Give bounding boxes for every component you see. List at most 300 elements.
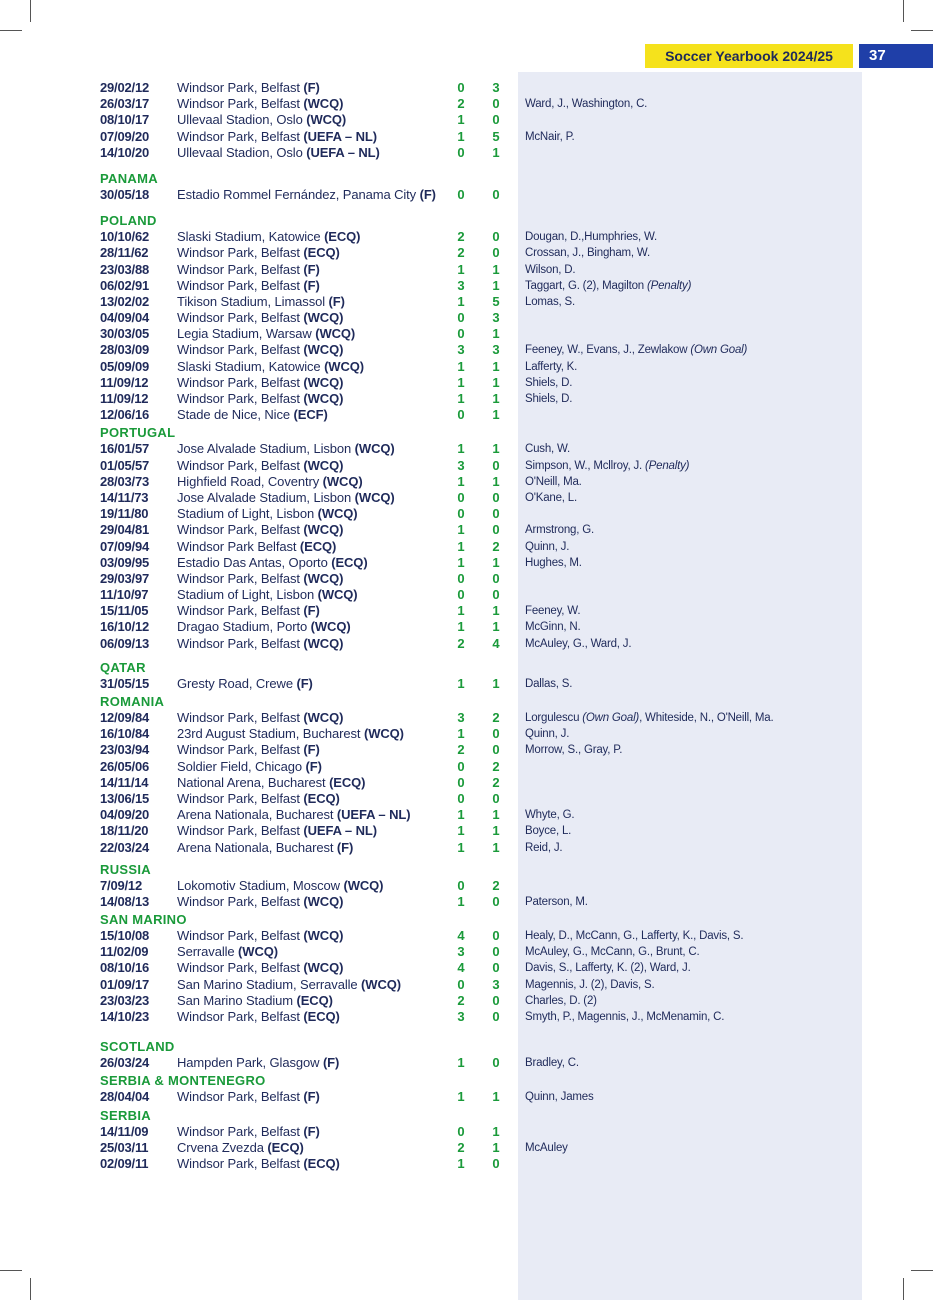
competition-code: (WCQ) <box>343 877 384 893</box>
venue-name: Windsor Park, Belfast <box>177 790 300 806</box>
score-away: 0 <box>492 186 500 202</box>
result-row <box>100 187 840 203</box>
result-row <box>100 294 840 310</box>
goal-scorers <box>525 129 575 145</box>
competition-code: (WCQ) <box>354 441 395 457</box>
match-date: 16/10/12 <box>100 619 150 635</box>
competition-code: (ECQ) <box>267 1139 304 1155</box>
goal-scorers <box>525 342 747 358</box>
scorer-names: Hughes, M. <box>525 556 582 569</box>
result-row <box>100 619 840 635</box>
competition-code: (ECQ) <box>329 774 366 790</box>
match-date: 13/06/15 <box>100 790 150 806</box>
score-away: 0 <box>492 726 500 742</box>
match-venue <box>177 522 467 538</box>
competition-code: (WCQ) <box>317 506 358 522</box>
competition-code: (WCQ) <box>303 391 344 406</box>
score-home: 0 <box>457 186 465 202</box>
competition-code: (WCQ) <box>306 112 347 128</box>
scorer-names: Cush, W. <box>525 443 571 456</box>
goal-scorers <box>525 441 570 457</box>
goal-scorers <box>525 375 572 391</box>
venue-name: Windsor Park, Belfast <box>177 710 300 725</box>
score-away: 1 <box>492 441 500 457</box>
competition-code: (F) <box>303 277 320 293</box>
score-home: 0 <box>457 790 465 806</box>
match-venue <box>177 993 467 1009</box>
match-venue <box>177 1140 467 1156</box>
match-date: 26/05/06 <box>100 758 150 774</box>
match-date: 11/02/09 <box>100 944 149 960</box>
venue-name: Windsor Park, Belfast <box>177 893 300 909</box>
score-away: 0 <box>492 245 500 261</box>
match-venue <box>177 1089 467 1105</box>
score-away: 1 <box>492 261 500 277</box>
match-date: 15/10/08 <box>100 928 150 944</box>
scorer-names: McAuley <box>525 1141 568 1154</box>
venue-name: Highfield Road, Coventry <box>177 473 320 489</box>
match-venue <box>177 490 467 506</box>
venue-name: Stadium of Light, Lisbon <box>177 506 315 522</box>
match-date: 28/04/04 <box>100 1089 150 1105</box>
section-spacer <box>100 652 840 660</box>
scorer-names: Shiels, D. <box>525 393 573 405</box>
competition-code: (F) <box>303 261 320 277</box>
competition-code: (WCQ) <box>317 587 358 603</box>
result-row <box>100 944 840 960</box>
venue-name: Windsor Park, Belfast <box>177 245 300 261</box>
scorer-names: Lafferty, K. <box>525 360 578 373</box>
scorer-names: Dallas, S. <box>525 677 573 690</box>
score-away: 3 <box>492 80 500 95</box>
country-section <box>100 912 840 1025</box>
goal-scorers <box>525 474 582 490</box>
goal-scorers <box>525 619 581 635</box>
score-away: 1 <box>492 554 500 570</box>
venue-name: Slaski Stadium, Katowice <box>177 358 321 374</box>
score-home: 0 <box>457 310 465 326</box>
result-row <box>100 1124 840 1140</box>
score-away: 3 <box>492 310 500 326</box>
country-section <box>100 1073 840 1105</box>
section-spacer <box>100 203 840 213</box>
result-row <box>100 490 840 506</box>
score-away: 1 <box>492 619 500 635</box>
crop-mark <box>911 1270 933 1271</box>
score-home: 1 <box>457 391 465 406</box>
score-away: 0 <box>492 790 500 806</box>
scorer-names: Magennis, J. (2), Davis, S. <box>525 978 655 991</box>
country-section <box>100 694 840 856</box>
match-venue <box>177 977 467 993</box>
match-venue <box>177 262 467 278</box>
venue-name: San Marino Stadium <box>177 992 293 1008</box>
score-home: 1 <box>457 823 465 839</box>
match-date: 18/11/20 <box>100 823 149 839</box>
score-away: 1 <box>492 358 500 374</box>
venue-name: Hampden Park, Glasgow <box>177 1055 320 1071</box>
country-heading: PORTUGAL <box>100 425 176 441</box>
match-venue <box>177 676 467 692</box>
scorer-names: McGinn, N. <box>525 621 581 634</box>
result-row <box>100 441 840 457</box>
match-date: 28/03/09 <box>100 342 150 358</box>
score-away: 0 <box>492 893 500 909</box>
score-away: 0 <box>492 960 500 976</box>
match-venue <box>177 375 467 391</box>
match-venue <box>177 294 467 310</box>
result-row <box>100 1156 840 1172</box>
score-home: 0 <box>457 144 465 160</box>
score-away: 2 <box>492 774 500 790</box>
match-date: 11/10/97 <box>100 587 149 603</box>
match-venue <box>177 245 467 261</box>
result-row <box>100 878 840 894</box>
result-row <box>100 458 840 474</box>
score-away: 1 <box>492 1089 500 1105</box>
venue-name: Jose Alvalade Stadium, Lisbon <box>177 489 352 505</box>
match-date: 29/04/81 <box>100 522 150 538</box>
scorer-names: Quinn, James <box>525 1091 594 1104</box>
venue-name: Windsor Park, Belfast <box>177 635 300 651</box>
score-away: 0 <box>492 570 500 586</box>
result-row <box>100 1089 840 1105</box>
score-away: 1 <box>492 1123 500 1139</box>
match-date: 7/09/12 <box>100 877 142 893</box>
venue-name: Windsor Park, Belfast <box>177 342 300 358</box>
score-away: 1 <box>492 407 500 423</box>
competition-code: (WCQ) <box>303 374 344 390</box>
match-venue <box>177 928 467 944</box>
scorer-names: Taggart, G. (2), Magilton <box>525 279 644 292</box>
scorer-names: Lomas, S. <box>525 295 575 308</box>
match-date: 15/11/05 <box>100 603 149 619</box>
match-venue <box>177 571 467 587</box>
result-row <box>100 928 840 944</box>
score-away: 1 <box>492 277 500 293</box>
score-home: 3 <box>457 710 465 725</box>
goal-scorers <box>525 359 577 375</box>
venue-name: Stadium of Light, Lisbon <box>177 587 315 603</box>
match-venue <box>177 359 467 375</box>
country-heading: SERBIA <box>100 1107 151 1123</box>
score-home: 2 <box>457 229 465 245</box>
match-date: 14/08/13 <box>100 893 150 909</box>
venue-name: San Marino Stadium, Serravalle <box>177 976 358 992</box>
match-date: 14/10/20 <box>100 144 150 160</box>
country-heading: RUSSIA <box>100 861 151 877</box>
score-home: 3 <box>457 1009 465 1024</box>
venue-name: Serravalle <box>177 944 235 960</box>
score-home: 1 <box>457 893 465 909</box>
competition-code: (WCQ) <box>354 489 395 505</box>
score-away: 0 <box>492 1055 500 1071</box>
goal-scorers <box>525 823 571 839</box>
score-home: 1 <box>457 522 465 538</box>
score-home: 2 <box>457 96 465 112</box>
result-row <box>100 375 840 391</box>
result-row <box>100 359 840 375</box>
venue-name: Windsor Park, Belfast <box>177 603 300 619</box>
score-home: 0 <box>457 489 465 505</box>
venue-name: Soldier Field, Chicago <box>177 758 302 774</box>
scorer-names: Simpson, W., Mcllroy, J. <box>525 459 643 472</box>
result-row <box>100 391 840 407</box>
match-venue <box>177 555 467 571</box>
scorer-names: Ward, J., Washington, C. <box>525 98 648 111</box>
match-venue <box>177 960 467 976</box>
match-date: 26/03/24 <box>100 1055 150 1071</box>
score-home: 3 <box>457 944 465 960</box>
scorer-names: McNair, P. <box>525 130 575 143</box>
country-heading: ROMANIA <box>100 694 165 709</box>
result-row <box>100 894 840 910</box>
competition-code: (WCQ) <box>303 570 344 586</box>
match-venue <box>177 326 467 342</box>
competition-code: (F) <box>336 839 354 855</box>
country-section <box>100 213 840 423</box>
score-home: 1 <box>457 619 465 635</box>
match-venue <box>177 619 467 635</box>
score-away: 0 <box>492 1155 500 1171</box>
goal-scorers <box>525 1055 579 1071</box>
match-date: 11/09/12 <box>100 374 149 390</box>
score-home: 1 <box>457 807 465 823</box>
goal-scorers <box>525 391 572 407</box>
result-row <box>100 775 840 791</box>
match-date: 04/09/20 <box>100 807 150 823</box>
venue-name: Windsor Park Belfast <box>177 538 297 554</box>
match-date: 03/09/95 <box>100 554 150 570</box>
venue-name: Dragao Stadium, Porto <box>177 619 308 635</box>
score-home: 1 <box>457 261 465 277</box>
competition-code: (UEFA – NL) <box>303 128 377 144</box>
scorer-names: Bradley, C. <box>525 1057 579 1070</box>
goal-scorers <box>525 245 650 261</box>
score-away: 1 <box>492 603 500 619</box>
match-venue <box>177 407 467 423</box>
goal-scorers <box>525 603 580 619</box>
match-venue <box>177 458 467 474</box>
score-home: 0 <box>457 326 465 342</box>
competition-code: (WCQ) <box>324 358 365 374</box>
scorer-names: Whyte, G. <box>525 809 575 822</box>
country-heading: PANAMA <box>100 170 158 186</box>
goal-scorers <box>525 229 657 245</box>
competition-code: (F) <box>303 1089 320 1105</box>
competition-code: (WCQ) <box>303 635 344 651</box>
scorer-names: Healy, D., McCann, G., Lafferty, K., Davis, S. <box>525 930 744 943</box>
result-row <box>100 791 840 807</box>
score-away: 3 <box>492 342 500 358</box>
scorer-names: Charles, D. (2) <box>525 994 597 1007</box>
result-row <box>100 710 840 726</box>
match-date: 29/03/97 <box>100 570 150 586</box>
match-date: 01/09/17 <box>100 976 150 992</box>
venue-name: Gresty Road, Crewe <box>177 675 293 691</box>
competition-code: (ECQ) <box>303 245 340 261</box>
match-venue <box>177 587 467 603</box>
venue-name: Windsor Park, Belfast <box>177 374 300 390</box>
venue-name: Estadio Rommel Fernández, Panama City <box>177 186 417 202</box>
score-away: 0 <box>492 928 500 944</box>
venue-name: Windsor Park, Belfast <box>177 1089 300 1105</box>
competition-code: (F) <box>328 293 345 309</box>
competition-code: (WCQ) <box>303 960 344 976</box>
competition-code: (F) <box>305 758 322 774</box>
venue-name: Legia Stadium, Warsaw <box>177 326 312 342</box>
match-date: 16/01/57 <box>100 441 150 457</box>
match-date: 08/10/17 <box>100 112 150 128</box>
score-home: 2 <box>457 1139 465 1155</box>
score-home: 0 <box>457 506 465 522</box>
scorer-names: Shiels, D. <box>525 376 573 389</box>
match-date: 06/09/13 <box>100 635 150 651</box>
venue-name: Windsor Park, Belfast <box>177 128 300 144</box>
match-date: 01/05/57 <box>100 457 150 473</box>
score-away: 1 <box>492 839 500 855</box>
competition-code: (WCQ) <box>303 457 344 473</box>
match-venue <box>177 342 467 358</box>
score-away: 1 <box>492 326 500 342</box>
match-venue <box>177 726 467 742</box>
score-away: 0 <box>492 1009 500 1024</box>
venue-name: Stade de Nice, Nice <box>177 407 290 423</box>
goal-scorers <box>525 726 569 742</box>
match-venue <box>177 840 467 856</box>
page-header <box>645 44 933 68</box>
match-date: 13/02/02 <box>100 293 150 309</box>
match-venue <box>177 278 467 294</box>
score-home: 1 <box>457 293 465 309</box>
venue-name: Windsor Park, Belfast <box>177 1009 300 1024</box>
result-row <box>100 603 840 619</box>
country-section <box>100 1039 840 1071</box>
country-section <box>100 425 840 651</box>
scorer-names: Morrow, S., Gray, P. <box>525 744 623 757</box>
scorer-note: (Penalty) <box>647 279 692 292</box>
score-home: 1 <box>457 554 465 570</box>
result-row <box>100 112 840 128</box>
match-venue <box>177 80 467 96</box>
competition-code: (ECQ) <box>296 992 333 1008</box>
result-row <box>100 96 840 112</box>
score-away: 0 <box>492 587 500 603</box>
score-away: 2 <box>492 710 500 725</box>
goal-scorers <box>525 944 699 960</box>
crop-mark <box>903 1278 904 1300</box>
result-row <box>100 522 840 538</box>
match-venue <box>177 145 467 161</box>
match-date: 19/11/80 <box>100 506 149 522</box>
score-away: 2 <box>492 538 500 554</box>
competition-code: (ECQ) <box>303 1009 340 1024</box>
score-home: 2 <box>457 992 465 1008</box>
score-home: 3 <box>457 277 465 293</box>
result-row <box>100 823 840 839</box>
venue-name: Windsor Park, Belfast <box>177 80 300 95</box>
venue-name: Estadio Das Antas, Oporto <box>177 554 328 570</box>
result-row <box>100 539 840 555</box>
score-home: 1 <box>457 374 465 390</box>
competition-code: (WCQ) <box>310 619 351 635</box>
competition-code: (F) <box>322 1055 340 1071</box>
score-away: 1 <box>492 1139 500 1155</box>
match-venue <box>177 742 467 758</box>
match-date: 14/11/14 <box>100 774 149 790</box>
crop-mark <box>903 0 904 22</box>
competition-code: (WCQ) <box>322 473 363 489</box>
score-away: 1 <box>492 144 500 160</box>
goal-scorers <box>525 458 689 474</box>
scorer-names: Feeney, W., Evans, J., Zewlakow <box>525 344 688 357</box>
score-away: 2 <box>492 877 500 893</box>
match-date: 30/03/05 <box>100 326 150 342</box>
score-away: 4 <box>492 635 500 651</box>
goal-scorers <box>525 262 575 278</box>
result-row <box>100 326 840 342</box>
competition-code: (ECF) <box>293 407 328 423</box>
score-away: 1 <box>492 473 500 489</box>
goal-scorers <box>525 1089 594 1105</box>
score-home: 1 <box>457 603 465 619</box>
goal-scorers <box>525 278 691 294</box>
result-row <box>100 807 840 823</box>
venue-name: Crvena Zvezda <box>177 1139 264 1155</box>
score-home: 1 <box>457 675 465 691</box>
match-venue <box>177 710 467 726</box>
country-heading: POLAND <box>100 213 157 229</box>
result-row <box>100 506 840 522</box>
competition-code: (F) <box>303 603 320 619</box>
score-home: 0 <box>457 407 465 423</box>
venue-name: Ullevaal Stadion, Oslo <box>177 144 303 160</box>
venue-name: Windsor Park, Belfast <box>177 570 300 586</box>
country-section <box>100 171 840 203</box>
match-date: 12/06/16 <box>100 407 150 423</box>
match-date: 10/10/62 <box>100 229 150 245</box>
scorer-names: McAuley, G., McCann, G., Brunt, C. <box>525 946 700 959</box>
score-away: 0 <box>492 992 500 1008</box>
crop-mark <box>0 1270 22 1271</box>
goal-scorers <box>525 539 569 555</box>
venue-name: Windsor Park, Belfast <box>177 742 300 758</box>
result-row <box>100 129 840 145</box>
match-venue <box>177 636 467 652</box>
match-date: 05/09/09 <box>100 358 150 374</box>
score-home: 1 <box>457 1089 465 1105</box>
score-home: 2 <box>457 245 465 261</box>
score-away: 0 <box>492 96 500 112</box>
match-date: 31/05/15 <box>100 675 150 691</box>
section-spacer <box>100 1025 840 1039</box>
venue-name: Windsor Park, Belfast <box>177 960 300 976</box>
scorer-names: Reid, J. <box>525 841 563 854</box>
score-away: 0 <box>492 457 500 473</box>
match-venue <box>177 187 467 203</box>
goal-scorers <box>525 993 597 1009</box>
competition-code: (F) <box>296 675 313 691</box>
venue-name: Windsor Park, Belfast <box>177 457 300 473</box>
match-venue <box>177 229 467 245</box>
result-row <box>100 960 840 976</box>
competition-code: (ECQ) <box>299 538 337 554</box>
match-venue <box>177 603 467 619</box>
competition-code: (WCQ) <box>238 944 278 960</box>
score-home: 1 <box>457 1155 465 1171</box>
match-date: 23/03/23 <box>100 992 150 1008</box>
match-venue <box>177 441 467 457</box>
